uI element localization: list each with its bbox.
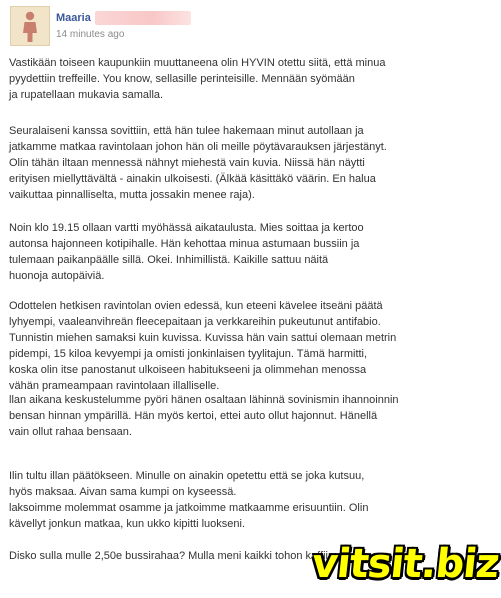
post-paragraph: Disko sulla mulle 2,50e bussirahaa? Mulla meni kaikki tohon kaffiin <box>9 550 335 562</box>
watermark: vitsit.biz <box>309 541 501 587</box>
post-paragraph: Vastikään toiseen kaupunkiin muuttaneena olin HYVIN otettu siitä, että minua pyydettiin treffeille. You know, sellasille perinteisille. Mennään syömään ja rupatellaan mukavia samalla. <box>9 57 386 101</box>
author-name-link[interactable]: Maaria <box>56 12 91 24</box>
post-paragraph: Odottelen hetkisen ravintolan ovien edessä, kun eteeni kävelee itseäni päätä lyhyempi, vaaleanvihreän fleecepaitaan ja verkkareihin pukeutunut antifabio. Tunnistin miehen samaksi kuin kuvissa. Kuvissa hän vain sattui olemaan metrin pidempi, 15 kiloa kevyempi ja omisti jonkinlaisen tyylitajun. Tämä harmitti, koska olin itse panostanut ulkoiseen habitukseeni ja olimmehan menossa vähän prameampaan ravintolaan illalliselle. <box>9 300 397 392</box>
avatar[interactable] <box>10 6 50 46</box>
post-paragraph: Ilin tultu illan päätökseen. Minulle on ainakin opetettu että se joka kutsuu, hyös maksaa. Aivan sama kumpi on kyseessä. laksoimme molemmat osamme ja jatkoimme matkaamme erisuuntiin. Olin kävellyt jonkun matkaa, kun ukko kipitti luokseni. <box>9 470 369 530</box>
post-paragraph: Noin klo 19.15 ollaan vartti myöhässä aikataulusta. Mies soittaa ja kertoo autonsa hajonneen kotipihalle. Hän kehottaa minua astumaan bussiin ja tulemaan paikanpäälle sillä. Okei. Inhimillistä. Kaikille sattuu näitä huonoja autopäiviä. <box>9 222 364 282</box>
redacted-surname <box>95 11 191 25</box>
female-silhouette-icon <box>11 7 49 45</box>
post-timestamp[interactable]: 14 minutes ago <box>56 29 125 40</box>
post-paragraph: llan aikana keskustelumme pyöri hänen osaltaan lähinnä sovinismin ihannoinnin bensan hinnan ympärillä. Hän myös kertoi, ettei auto ollut hajonnut. Hänellä vain ollut rahaa bensaan. <box>9 394 399 438</box>
post-paragraph: Seuralaiseni kanssa sovittiin, että hän tulee hakemaan minut autollaan ja jatkamme matkaa ravintolaan johon hän oli meille pöytävarauksen järjestänyt. Olin tähän iltaan mennessä nähnyt miehestä vain kuvia. Niissä hän näytti erityisen miellyttävältä - ainakin ulkoisesti. (Älkää käsittäkö väärin. En halua vaikuttaa pinnalliselta, mutta jossakin menee raja). <box>9 125 387 201</box>
